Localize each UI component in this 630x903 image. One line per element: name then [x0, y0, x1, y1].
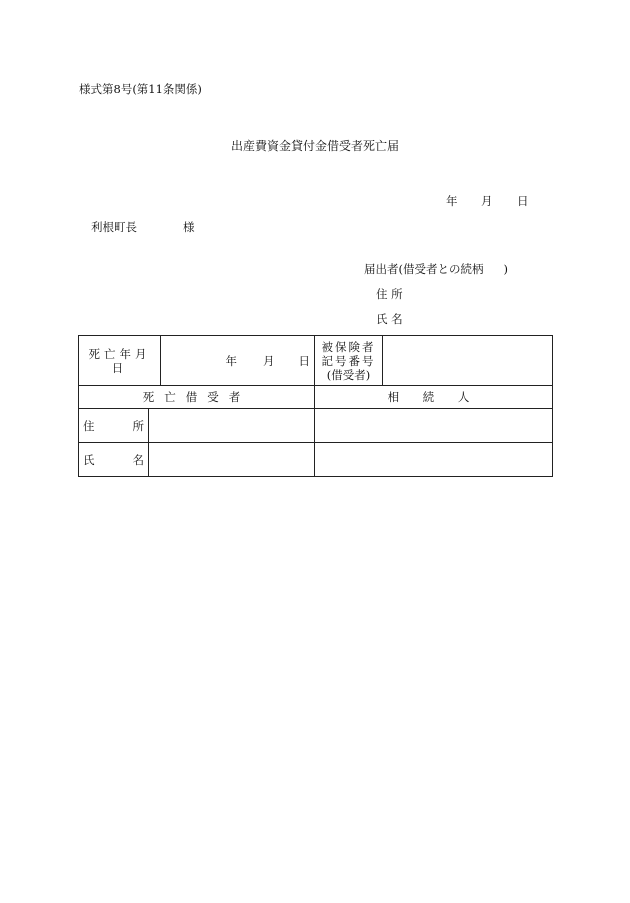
deceased-borrower-header: 死亡借受者: [79, 386, 315, 409]
death-year-label: 年: [225, 353, 237, 368]
notifier-close-paren: ): [503, 262, 508, 276]
death-date-label: 死亡年月日: [79, 336, 161, 386]
addressee: [91, 219, 195, 235]
notifier-relationship-row: [364, 262, 508, 287]
date-month-label: 月: [481, 194, 493, 208]
address-row: [79, 409, 553, 443]
heir-header: 相 続 人: [315, 386, 553, 409]
notifier-name-label: 氏 名: [376, 312, 403, 326]
date-day-label: 日: [517, 194, 529, 208]
address-label: 住 所: [79, 409, 149, 443]
death-month-label: 月: [263, 353, 275, 368]
deceased-address-field[interactable]: [149, 409, 315, 443]
death-day-label: 日: [298, 353, 310, 368]
notifier-label: 届出者(借受者との続柄: [364, 262, 484, 276]
insured-number-field[interactable]: [383, 336, 553, 386]
name-row: [79, 443, 553, 477]
insured-label-line2: 記号番号: [321, 353, 376, 368]
death-report-table: [78, 335, 553, 477]
section-header-row: [79, 386, 553, 409]
heir-name-field[interactable]: [315, 443, 553, 477]
document-title: 出産費資金貸付金借受者死亡届: [230, 139, 399, 153]
insured-label-line1: 被保険者: [321, 339, 376, 354]
notifier-block: [364, 262, 508, 337]
submission-date: [446, 193, 529, 209]
death-date-value[interactable]: [161, 336, 315, 386]
notifier-address-label: 住 所: [376, 287, 403, 301]
insured-label-line3: (借受者): [326, 367, 371, 382]
addressee-honorific: 様: [183, 220, 195, 234]
insured-number-label: [315, 336, 383, 386]
addressee-name: 利根町長: [91, 220, 137, 234]
form-number: 様式第8号(第11条関係): [79, 82, 202, 96]
deceased-name-field[interactable]: [149, 443, 315, 477]
death-date-row: [79, 336, 553, 386]
date-year-label: 年: [446, 194, 458, 208]
name-label: 氏 名: [79, 443, 149, 477]
heir-address-field[interactable]: [315, 409, 553, 443]
